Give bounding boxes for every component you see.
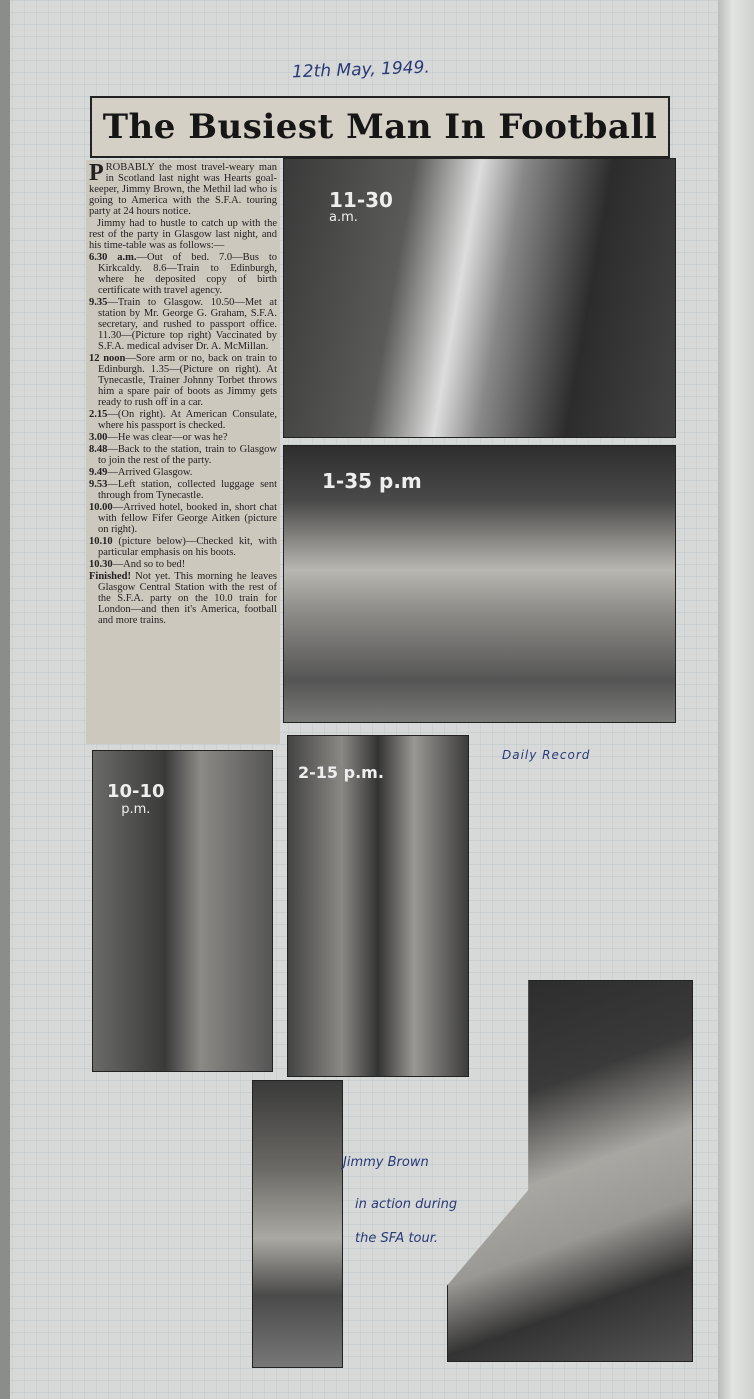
entry-text: —Train to Glasgow. 10.50—Met at station by Mr. George G. Graham, S.F.A. secretary, and rushed to passport office. 11.30—(Picture top right) Vaccinated by S.F.A. medical adviser Dr. A. McMillan.	[98, 297, 277, 352]
entry-text: —Left station, collected luggage sent through from Tynecastle.	[98, 479, 277, 501]
entry-time: 12 noon	[89, 353, 126, 364]
drop-cap: P	[89, 160, 104, 186]
entry-text: —He was clear—or was he?	[107, 432, 228, 443]
timetable	[89, 252, 277, 626]
timetable-entry	[89, 297, 277, 352]
photo-vaccination	[283, 158, 676, 438]
caption-ampm: a.m.	[329, 210, 358, 225]
photo-jimmy-brown-seated	[447, 980, 693, 1362]
photo-caption	[107, 783, 165, 819]
timetable-entry	[89, 353, 277, 408]
entry-text: —And so to bed!	[112, 559, 186, 570]
entry-time: Finished!	[89, 571, 132, 582]
entry-text: —(On right). At American Consulate, where his passport is checked.	[98, 409, 277, 431]
handwritten-date: 12th May, 1949.	[291, 57, 431, 83]
entry-text: —Arrived Glasgow.	[107, 467, 193, 478]
entry-time: 9.35	[89, 297, 108, 308]
entry-text: —Out of bed. 7.0—Bus to Kirkcaldy. 8.6—Train to Edinburgh, where he deposited copy of birth certificate with travel agency.	[98, 252, 277, 296]
entry-time: 6.30 a.m.	[89, 252, 137, 263]
album-binding	[718, 0, 754, 1399]
entry-time: 9.53	[89, 479, 108, 490]
entry-text: —Sore arm or no, back on train to Edinburgh. 1.35—(Picture on right). At Tynecastle, Trainer Johnny Torbet throws him a spare pair of boots as Jimmy gets ready to rush off in a car.	[98, 353, 277, 408]
entry-time: 8.48	[89, 444, 108, 455]
timetable-entry	[89, 432, 277, 443]
handwritten-source: Daily Record	[502, 748, 591, 762]
timetable-entry	[89, 479, 277, 501]
entry-time: 10.00	[89, 502, 113, 513]
photo-caption	[329, 188, 393, 227]
entry-text: Not yet. This morning he leaves Glasgow Central Station with the rest of the S.F.A. party on the 10.0 train for London—and then it's America, football and more trains.	[98, 571, 277, 626]
page-edge	[0, 0, 10, 1399]
caption-time: 11-30	[329, 188, 393, 212]
caption-time: 10-10	[107, 781, 165, 802]
timetable-entry	[89, 536, 277, 558]
intro-paragraph-2: Jimmy had to hustle to catch up with the rest of the party in Glasgow last night, and his time-table was as follows:—	[89, 218, 277, 251]
timetable-entry	[89, 252, 277, 296]
photo-car	[283, 445, 676, 723]
entry-time: 2.15	[89, 409, 108, 420]
headline: The Busiest Man In Football	[90, 96, 670, 158]
timetable-entry	[89, 571, 277, 626]
timetable-entry	[89, 559, 277, 570]
photo-checking-kit	[92, 750, 273, 1072]
entry-time: 10.30	[89, 559, 113, 570]
entry-time: 3.00	[89, 432, 108, 443]
photo-jimmy-brown-action	[252, 1080, 343, 1368]
entry-text: (picture below)—Checked kit, with particular emphasis on his boots.	[98, 536, 277, 558]
photo-caption: 1-35 p.m	[322, 469, 422, 493]
handwritten-caption-line: the SFA tour.	[355, 1231, 439, 1246]
timetable-entry	[89, 502, 277, 535]
entry-text: —Arrived hotel, booked in, short chat with fellow Fifer George Aitken (picture on right).	[98, 502, 277, 535]
entry-text: —Back to the station, train to Glasgow to join the rest of the party.	[98, 444, 277, 466]
timetable-entry	[89, 444, 277, 466]
timetable-entry	[89, 409, 277, 431]
intro-paragraph: ROBABLY the most travel-weary man in Scotland last night was Hearts goal-keeper, Jimmy Brown, the Methil lad who is going to America with the S.F.A. touring party at 24 hours notice.	[89, 162, 277, 217]
entry-time: 9.49	[89, 467, 108, 478]
caption-ampm: p.m.	[121, 802, 151, 817]
photo-caption: 2-15 p.m.	[298, 763, 384, 782]
handwritten-caption-line: Jimmy Brown	[343, 1155, 429, 1170]
entry-time: 10.10	[89, 536, 113, 547]
handwritten-caption-line: in action during	[355, 1197, 458, 1212]
article-text	[86, 160, 280, 744]
photo-consulate	[287, 735, 469, 1077]
timetable-entry	[89, 467, 277, 478]
